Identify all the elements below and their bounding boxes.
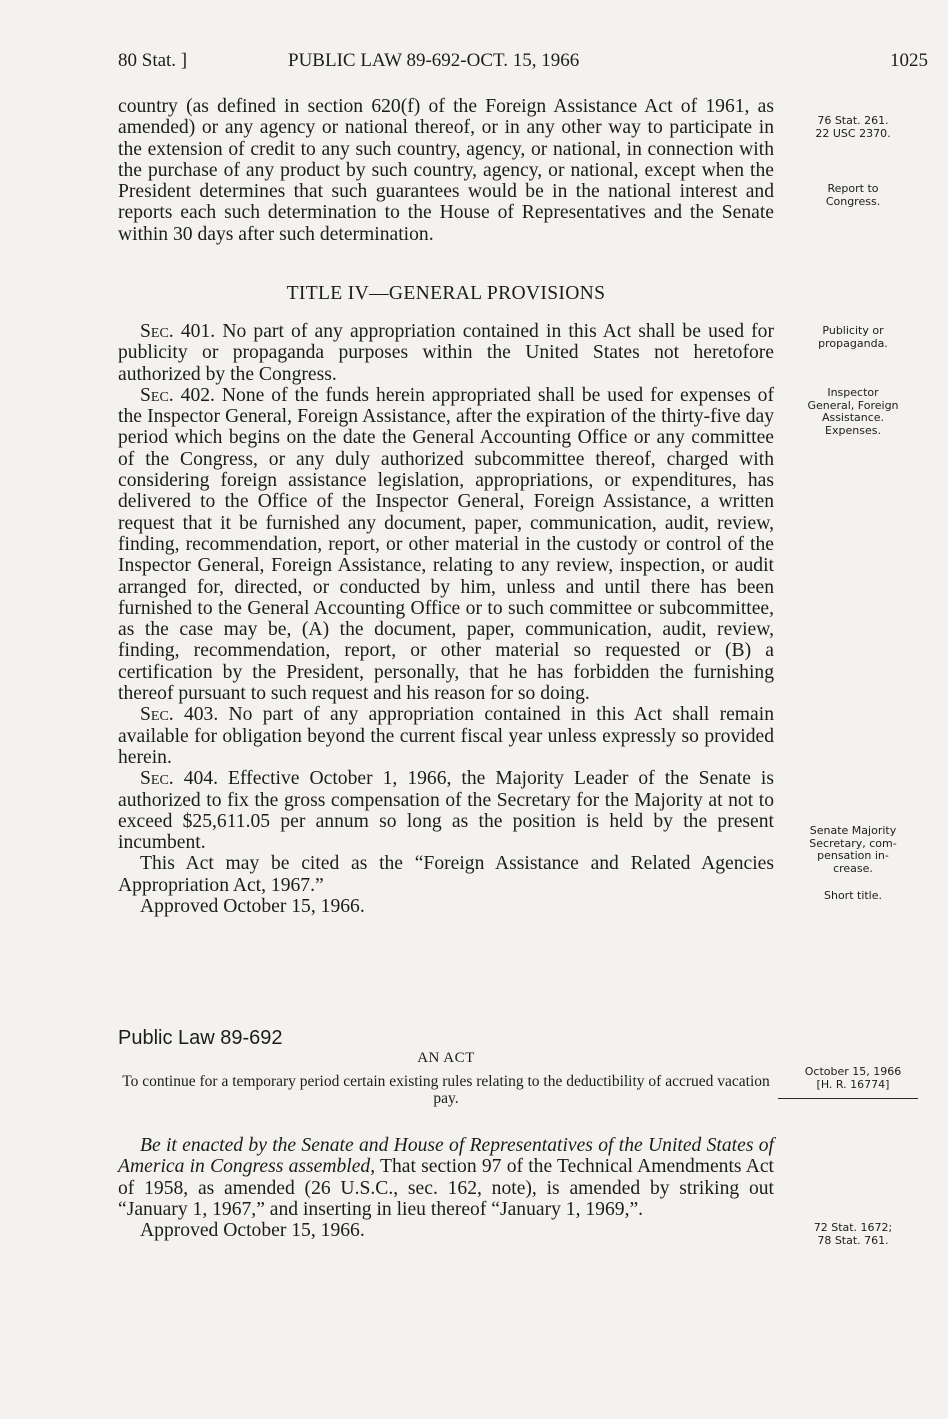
section-404: [118, 768, 774, 853]
margin-note-line: Inspector: [827, 386, 879, 399]
page-number: 1025: [890, 50, 928, 71]
section-403-label: Sec. 403.: [140, 704, 219, 726]
margin-rule: [778, 1098, 918, 1099]
an-act-heading: AN ACT: [417, 1050, 475, 1066]
margin-note-line: Assistance.: [821, 411, 885, 424]
section-402: [118, 385, 774, 704]
margin-note-publicity: [778, 325, 928, 350]
margin-note-line: 72 Stat. 1672;: [813, 1221, 893, 1234]
margin-note-line: crease.: [833, 861, 873, 875]
section-401-text: No part of any appropriation contained in this Act shall be used for publicity or propaganda purposes within the United States not heretofore authorized by the Congress.: [118, 321, 775, 385]
enacting-text: That section 97 of the Technical Amendments Act of 1958, as amended (26 U.S.C., sec. 162, note), is amended by striking out “January 1, 1967,” and inserting in lieu thereof “January 1, 1969,”.: [118, 1156, 774, 1220]
title-iv-heading: TITLE IV—GENERAL PROVISIONS: [286, 283, 606, 304]
margin-note-inspector: [778, 387, 928, 437]
section-402-text: None of the funds herein appropriated shall be used for expenses of the Inspector General, Foreign Assistance, after the expiration of the thirty-five day period which begins on the date the General Accounting Office or any committee of the Congress, or any duly authorized subcommittee thereof, charged with considering foreign assistance legislation, appropriations, or expenditures, has delivered to the Office of the Inspector General, Foreign Assistance, a written request that it be furnished any document, paper, communication, audit, review, finding, recommendation, report, or other material in the custody or control of the Inspector General, Foreign Assistance, relating to any review, inspection, or audit arranged for, directed, or conducted by him, unless and until there has been furnished to the General Accounting Office or to such committee or subcommittee, as the case may be, (A) the document, paper, communication, audit, review, finding, recommendation, report, or other material so requested or (B) a certification by the President, personally, that he has forbidden the furnishing thereof pursuant to such request and his reason for so doing.: [118, 384, 774, 705]
section-402-label: Sec. 402.: [140, 384, 215, 406]
margin-note-line: General, Foreign: [807, 398, 899, 412]
section-404-label: Sec. 404.: [140, 768, 218, 790]
margin-note-report: [778, 183, 928, 208]
public-law-heading: Public Law 89-692: [118, 1027, 283, 1049]
margin-note-senate: [778, 825, 928, 875]
enacting-clause: Be it enacted by the Senate and House of Representatives of the United States of America in Congress assembled,: [118, 1135, 774, 1178]
header-statute-ref: 80 Stat. ]: [118, 50, 188, 71]
margin-note-date-bill: [778, 1066, 928, 1091]
margin-note-line: Publicity or: [822, 324, 884, 337]
header-law-title: PUBLIC LAW 89-692-OCT. 15, 1966: [288, 50, 580, 71]
margin-note-line: October 15, 1966: [804, 1065, 902, 1078]
approved-date-2: Approved October 15, 1966.: [140, 1220, 365, 1242]
enacting-paragraph: [118, 1135, 774, 1220]
section-401: [118, 321, 774, 385]
section-401-label: Sec. 401.: [140, 321, 216, 342]
section-403: [118, 704, 774, 768]
short-title-paragraph: This Act may be cited as the “Foreign Assistance and Related Agencies Appropriation Act, 1967.”: [118, 853, 774, 896]
margin-note-short-title: Short title.: [823, 889, 883, 902]
section-403-text: No part of any appropriation contained in this Act shall remain available for obligation beyond the current fiscal year unless expressly so provided herein.: [118, 704, 774, 768]
margin-note-line: propaganda.: [818, 336, 888, 350]
margin-note-line: Senate Majority: [809, 824, 897, 837]
margin-note-stat-refs-2: [778, 1222, 928, 1247]
margin-note-line: [H. R. 16774]: [816, 1077, 890, 1091]
margin-note-stat-ref: [778, 115, 928, 140]
margin-note-line: 78 Stat. 761.: [817, 1233, 889, 1247]
approved-date-1: Approved October 15, 1966.: [140, 896, 365, 918]
sections-block: [118, 321, 774, 917]
margin-note-line: 76 Stat. 261.: [817, 114, 889, 127]
continuation-paragraph-block: [118, 96, 774, 245]
enacting-block: [118, 1135, 774, 1241]
act-purpose: To continue for a temporary period certain existing rules relating to the deductibility of accrued vacation pay.: [122, 1073, 770, 1107]
continuation-paragraph: country (as defined in section 620(f) of the Foreign Assistance Act of 1961, as amended) or any agency or national thereof, or in any other way to participate in the extension of credit to any such country, agency, or national, in connection with the purchase of any product by such country, agency, or national, except when the President determines that such guarantees would be in the national interest and reports each such determination to the House of Representatives and the Senate within 30 days after such determination.: [118, 96, 774, 245]
margin-note-line: 22 USC 2370.: [815, 126, 891, 140]
section-404-text: Effective October 1, 1966, the Majority Leader of the Senate is authorized to fix the gross compensation of the Secretary for the Majority at not to exceed $25,611.05 per annum so long as the position is held by the present incumbent.: [118, 768, 774, 854]
margin-note-line: pensation in-: [817, 849, 889, 862]
margin-note-line: Secretary, com-: [809, 836, 897, 850]
margin-note-line: Congress.: [825, 194, 881, 208]
margin-note-line: Report to: [827, 182, 879, 195]
margin-note-line: Expenses.: [825, 423, 881, 437]
